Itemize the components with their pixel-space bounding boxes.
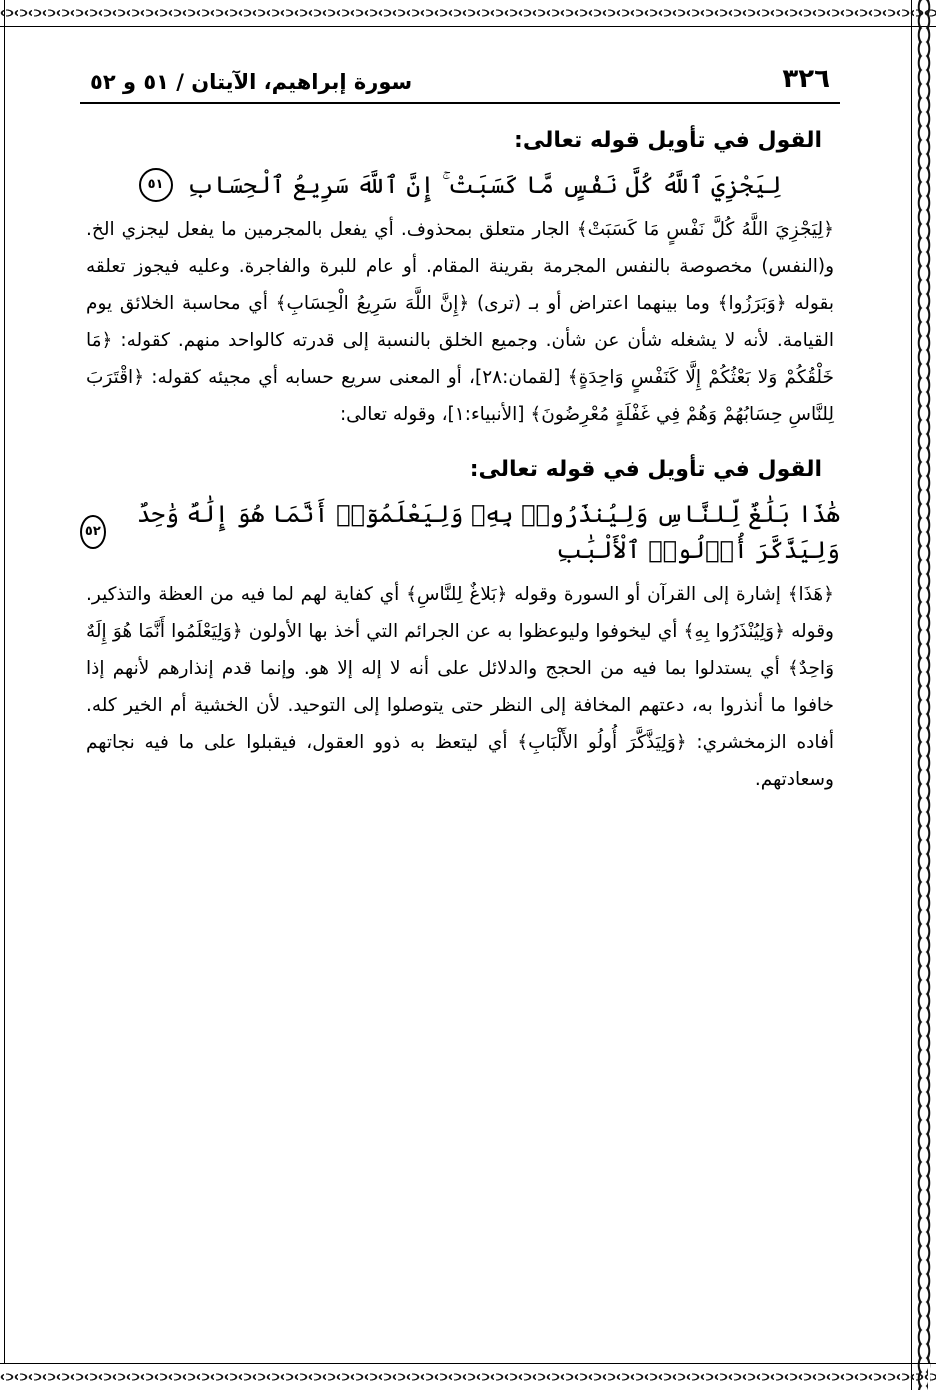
section-verse-51 bbox=[80, 126, 840, 433]
verse-text: هَٰذَا بَلَٰغٌ لِّلنَّاسِ وَلِيُنذَرُوا۟ بِهِۦ وَلِيَعْلَمُوٓا۟ أَنَّمَا هُوَ إِلَٰهٌ وَٰحِدٌ وَلِيَذَّكَّرَ أُو۟لُوا۟ ٱلْأَلْبَٰبِ bbox=[136, 499, 840, 564]
book-page bbox=[80, 60, 840, 798]
section-heading: القول في تأويل في قوله تعالى: bbox=[469, 456, 822, 482]
page-number: ٣٢٦ bbox=[782, 64, 830, 94]
decorative-border-left bbox=[0, 0, 5, 1390]
running-title: سورة إبراهيم، الآيتان / ٥١ و ٥٢ bbox=[90, 70, 413, 94]
section-verse-52 bbox=[80, 455, 840, 798]
commentary-paragraph: ﴿لِيَجْزِيَ اللَّهُ كُلَّ نَفْسٍ مَا كَسَبَتْ﴾ الجار متعلق بمحذوف. أي يفعل بالمجرمين ما يفعل ليجزي الخ. و(النفس) مخصوصة بالنفس المجرمة بقرينة المقام. أو عام للبرة والفاجرة. وعليه فيجوز تعلقه بقوله ﴿وَبَرَزُوا﴾ وما بينهما اعتراض أو بـ (ترى) ﴿إِنَّ اللَّهَ سَرِيعُ الْحِسَابِ﴾ أي محاسبة الخلائق يوم القيامة. لأنه لا يشغله شأن عن شأن. وجميع الخلق بالنسبة إلى قدرته كالواحد منهم. كقوله: ﴿مَا خَلْقُكُمْ وَلا بَعْثُكُمْ إِلَّا كَنَفْسٍ وَاحِدَةٍ﴾ [لقمان:٢٨]، أو المعنى سريع حسابه أي مجيئه كقوله: ﴿اقْتَرَبَ لِلنَّاسِ حِسَابُهُمْ وَهُمْ فِي غَفْلَةٍ مُعْرِضُونَ﴾ [الأنبياء:١]، وقوله تعالى: bbox=[86, 218, 834, 425]
commentary-paragraph: ﴿هَذَا﴾ إشارة إلى القرآن أو السورة وقوله ﴿بَلاغٌ لِلنَّاسِ﴾ أي كفاية لهم لما فيه من العظة والتذكير. وقوله ﴿وَلِيُنْذَرُوا بِهِ﴾ أي ليخوفوا وليوعظوا به عن الجرائم التي أخذ بها الأولون ﴿وَلِيَعْلَمُوا أَنَّمَا هُوَ إِلَهٌ وَاحِدٌ﴾ أي يستدلوا بما فيه من الحجج والدلائل على أنه لا إله إلا هو. وإنما قدم إنذارهم لأنهم إذا خافوا ما أنذروا به، دعتهم المخافة إلى النظر حتى يتوصلوا إلى التوحيد. لأن الخشية أم الخير كله. أفاده الزمخشري: ﴿وَلِيَذَّكَّرَ أُولُو الأَلْبَابِ﴾ أي ليتعظ به ذوو العقول، فيقبلوا على ما فيه نجاتهم وسعادتهم. bbox=[86, 583, 834, 790]
page-header bbox=[80, 60, 840, 104]
verse-number-marker: ٥٢ bbox=[80, 515, 106, 549]
decorative-border-top bbox=[0, 0, 936, 27]
quran-verse bbox=[80, 167, 840, 203]
decorative-border-bottom bbox=[0, 1363, 936, 1390]
section-heading: القول في تأويل قوله تعالى: bbox=[514, 128, 822, 153]
decorative-border-right bbox=[911, 0, 936, 1390]
verse-number-marker: ٥١ bbox=[139, 168, 173, 202]
quran-verse bbox=[80, 496, 840, 568]
verse-text: لِيَجْزِيَ ٱللَّهُ كُلَّ نَفْسٍ مَّا كَسَبَتْ ۚ إِنَّ ٱللَّهَ سَرِيعُ ٱلْحِسَابِ bbox=[186, 170, 782, 199]
